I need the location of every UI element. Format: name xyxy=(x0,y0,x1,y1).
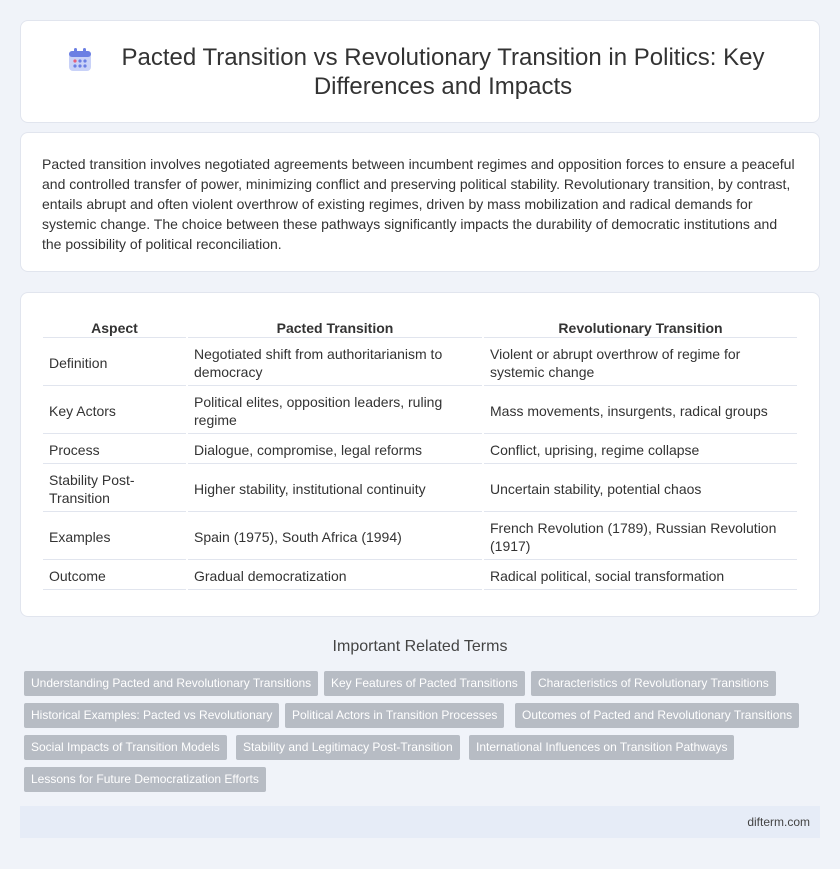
site-name[interactable]: difterm.com xyxy=(747,815,810,829)
table-cell: Mass movements, insurgents, radical groups xyxy=(484,388,797,434)
footer xyxy=(20,806,820,838)
table-cell: Spain (1975), South Africa (1994) xyxy=(188,514,482,560)
calendar-icon xyxy=(67,47,93,73)
table-cell: Examples xyxy=(43,514,186,560)
related-term-tag[interactable]: Key Features of Pacted Transitions xyxy=(324,671,525,696)
header-revolutionary: Revolutionary Transition xyxy=(484,317,797,338)
related-term-tag[interactable]: International Influences on Transition Pathways xyxy=(469,735,734,760)
table-row xyxy=(43,388,797,434)
table-row xyxy=(43,436,797,464)
related-term-tag[interactable]: Historical Examples: Pacted vs Revolutionary xyxy=(24,703,279,728)
table-cell: French Revolution (1789), Russian Revolution (1917) xyxy=(484,514,797,560)
related-term-tag[interactable]: Understanding Pacted and Revolutionary Transitions xyxy=(24,671,318,696)
intro-card xyxy=(20,132,820,272)
table-row xyxy=(43,514,797,560)
related-terms-heading: Important Related Terms xyxy=(332,638,508,655)
table-row xyxy=(43,340,797,386)
table-cell: Process xyxy=(43,436,186,464)
table-cell: Key Actors xyxy=(43,388,186,434)
related-term-tag[interactable]: Lessons for Future Democratization Efforts xyxy=(24,767,266,792)
header-card xyxy=(20,20,820,123)
table-row xyxy=(43,562,797,590)
table-header-row xyxy=(43,317,797,338)
table-cell: Outcome xyxy=(43,562,186,590)
comparison-table xyxy=(41,315,799,592)
header-pacted: Pacted Transition xyxy=(188,317,482,338)
table-cell: Negotiated shift from authoritarianism to democracy xyxy=(188,340,482,386)
table-cell: Violent or abrupt overthrow of regime for systemic change xyxy=(484,340,797,386)
related-term-tag[interactable]: Outcomes of Pacted and Revolutionary Transitions xyxy=(515,703,799,728)
table-cell: Stability Post-Transition xyxy=(43,466,186,512)
related-term-tag[interactable]: Political Actors in Transition Processes xyxy=(285,703,504,728)
related-term-tag[interactable]: Social Impacts of Transition Models xyxy=(24,735,227,760)
related-term-tag[interactable]: Characteristics of Revolutionary Transitions xyxy=(531,671,776,696)
intro-text: Pacted transition involves negotiated agreements between incumbent regimes and opposition forces to ensure a peaceful and controlled transfer of power, minimizing conflict and preserving political stability. Revolutionary transition, by contrast, entails abrupt and often violent overthrow of existing regimes, driven by mass mobilization and radical demands for systemic change. The choice between these pathways significantly impacts the durability of democratic institutions and the possibility of political reconciliation. xyxy=(42,156,795,252)
header-aspect: Aspect xyxy=(43,317,186,338)
page-title: Pacted Transition vs Revolutionary Transition in Politics: Key Differences and Impacts xyxy=(121,43,765,100)
related-term-tag[interactable]: Stability and Legitimacy Post-Transition xyxy=(236,735,460,760)
table-row xyxy=(43,466,797,512)
table-cell: Definition xyxy=(43,340,186,386)
table-cell: Gradual democratization xyxy=(188,562,482,590)
comparison-card xyxy=(20,292,820,617)
table-cell: Uncertain stability, potential chaos xyxy=(484,466,797,512)
table-cell: Political elites, opposition leaders, ruling regime xyxy=(188,388,482,434)
table-cell: Conflict, uprising, regime collapse xyxy=(484,436,797,464)
table-cell: Higher stability, institutional continuity xyxy=(188,466,482,512)
table-cell: Radical political, social transformation xyxy=(484,562,797,590)
table-cell: Dialogue, compromise, legal reforms xyxy=(188,436,482,464)
